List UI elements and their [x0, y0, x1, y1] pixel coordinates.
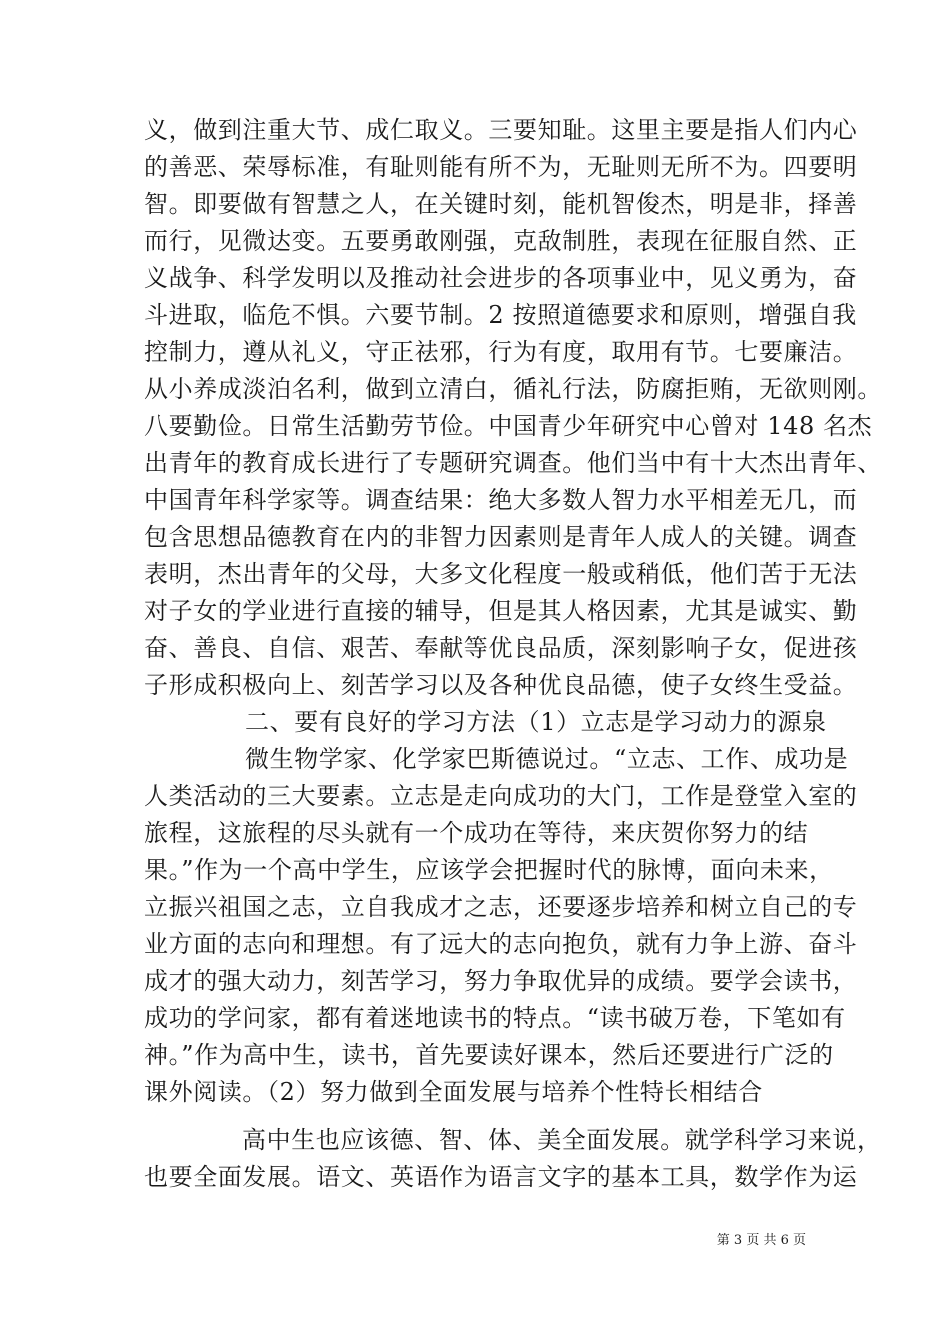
- body-line: 微生物学家、化学家巴斯德说过。“立志、工作、成功是: [245, 745, 849, 773]
- body-line: 智。即要做有智慧之人，在关键时刻，能机智俊杰，明是非，择善: [144, 190, 858, 218]
- body-line: 从小养成淡泊名利，做到立清白，循礼行法，防腐拒贿，无欲则刚。: [144, 375, 882, 403]
- body-line: 出青年的教育成长进行了专题研究调查。他们当中有十大杰出青年、: [144, 449, 882, 477]
- body-line: 而行，见微达变。五要勇敢刚强，克敌制胜，表现在征服自然、正: [144, 227, 858, 255]
- body-line: 义，做到注重大节、成仁取义。三要知耻。这里主要是指人们内心: [144, 116, 858, 144]
- body-line: 成才的强大动力，刻苦学习，努力争取优异的成绩。要学会读书，: [144, 967, 858, 995]
- body-line: 控制力，遵从礼义，守正祛邪，行为有度，取用有节。七要廉洁。: [144, 338, 858, 366]
- body-line: 奋、善良、自信、艰苦、奉献等优良品质，深刻影响子女，促进孩: [144, 634, 858, 662]
- body-line: 对子女的学业进行直接的辅导，但是其人格因素，尤其是诚实、勤: [144, 597, 858, 625]
- body-line: 高中生也应该德、智、体、美全面发展。就学科学习来说，: [242, 1126, 882, 1154]
- body-line: 八要勤俭。日常生活勤劳节俭。中国青少年研究中心曾对 148 名杰: [144, 412, 873, 440]
- body-line: 表明，杰出青年的父母，大多文化程度一般或稍低，他们苦于无法: [144, 560, 858, 588]
- body-line: 义战争、科学发明以及推动社会进步的各项事业中，见义勇为，奋: [144, 264, 858, 292]
- body-line: 中国青年科学家等。调查结果：绝大多数人智力水平相差无几，而: [144, 486, 858, 514]
- body-line: 的善恶、荣辱标准，有耻则能有所不为，无耻则无所不为。四要明: [144, 153, 858, 181]
- body-line: 课外阅读。（2）努力做到全面发展与培养个性特长相结合: [144, 1078, 763, 1106]
- body-line: 包含思想品德教育在内的非智力因素则是青年人成人的关键。调查: [144, 523, 858, 551]
- body-line: 旅程，这旅程的尽头就有一个成功在等待，来庆贺你努力的结: [144, 819, 809, 847]
- body-line: 成功的学问家，都有着迷地读书的特点。“读书破万卷，下笔如有: [144, 1004, 846, 1032]
- page-number-footer: 第 3 页 共 6 页: [716, 1233, 806, 1248]
- body-line: 人类活动的三大要素。立志是走向成功的大门，工作是登堂入室的: [144, 782, 858, 810]
- section-heading: 二、要有良好的学习方法（1）立志是学习动力的源泉: [245, 708, 827, 736]
- body-line: 斗进取，临危不惧。六要节制。2 按照道德要求和原则，增强自我: [144, 301, 857, 329]
- body-line: 也要全面发展。语文、英语作为语言文字的基本工具，数学作为运: [144, 1163, 858, 1191]
- body-line: 果。”作为一个高中学生，应该学会把握时代的脉博，面向未来，: [144, 856, 834, 884]
- body-line: 神。”作为高中生，读书，首先要读好课本，然后还要进行广泛的: [144, 1041, 834, 1069]
- body-line: 子形成积极向上、刻苦学习以及各种优良品德，使子女终生受益。: [144, 671, 858, 699]
- body-line: 业方面的志向和理想。有了远大的志向抱负，就有力争上游、奋斗: [144, 930, 858, 958]
- body-line: 立振兴祖国之志，立自我成才之志，还要逐步培养和树立自己的专: [144, 893, 858, 921]
